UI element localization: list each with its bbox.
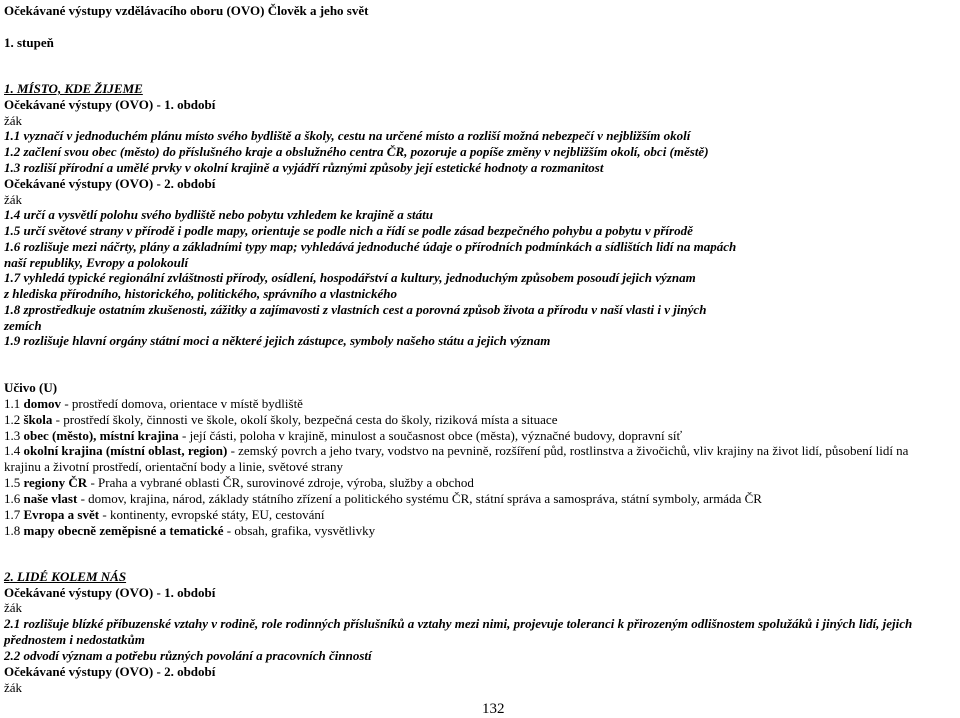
- section-1-heading: 1. MÍSTO, KDE ŽIJEME: [4, 81, 143, 96]
- curriculum-item: 1.3 obec (město), místní krajina - její části, poloha v krajině, minulost a současnost obce (města), význačné budovy, dopravní síť: [4, 428, 683, 443]
- outcome-1-4: 1.4 určí a vysvětlí polohu svého bydliště nebo pobytu vzhledem ke krajině a státu: [4, 207, 433, 222]
- outcome-1-2: 1.2 začlení svou obec (město) do příslušného kraje a obslužného centra ČR, pozoruje a popíše změny v nejbližším okolí, obci (městě): [4, 144, 709, 159]
- outcome-1-9: 1.9 rozlišuje hlavní orgány státní moci a některé jejich zástupce, symboly našeho státu a jejich význam: [4, 333, 551, 348]
- pupil-label: žák: [4, 600, 23, 615]
- curriculum-item: 1.6 naše vlast - domov, krajina, národ, základy státního zřízení a politického systému ČR, státní správa a samospráva, státní symboly, armáda ČR: [4, 491, 762, 506]
- grade-label: 1. stupeň: [4, 35, 54, 50]
- curriculum-item: 1.7 Evropa a svět - kontinenty, evropské státy, EU, cestování: [4, 507, 325, 522]
- section-1-period-1-title: Očekávané výstupy (OVO) - 1. období: [4, 97, 216, 112]
- curriculum-item: 1.4 okolní krajina (místní oblast, region) - zemský povrch a jeho tvary, vodstvo na pevnině, rozšíření půd, rostlinstva a živočichů, vliv krajiny na život lidí, působení lidí na: [4, 443, 909, 458]
- outcome-1-8: 1.8 zprostředkuje ostatním zkušenosti, zážitky a zajímavosti z vlastních cest a porovná způsob života a přírodu v naší vlasti i v jiných: [4, 302, 707, 317]
- outcome-1-3: 1.3 rozliší přírodní a umělé prvky v okolní krajině a vyjádří různými způsoby její estetické hodnoty a rozmanitost: [4, 160, 604, 175]
- section-2-period-2-title: Očekávané výstupy (OVO) - 2. období: [4, 664, 216, 679]
- section-2-period-1-title: Očekávané výstupy (OVO) - 1. období: [4, 585, 216, 600]
- outcome-1-7-cont: z hlediska přírodního, historického, politického, správního a vlastnického: [4, 286, 397, 301]
- curriculum-item: 1.2 škola - prostředí školy, činnosti ve škole, okolí školy, bezpečná cesta do školy, riziková místa a situace: [4, 412, 558, 427]
- outcome-2-1-cont: přednostem i nedostatkům: [4, 632, 145, 647]
- outcome-1-8-cont: zemích: [4, 318, 42, 333]
- section-1-period-2-title: Očekávané výstupy (OVO) - 2. období: [4, 176, 216, 191]
- outcome-1-7: 1.7 vyhledá typické regionální zvláštnosti přírody, osídlení, hospodářství a kultury, jednoduchým způsobem posoudí jejich význam: [4, 270, 696, 285]
- pupil-label: žák: [4, 680, 23, 695]
- outcome-2-1: 2.1 rozlišuje blízké příbuzenské vztahy v rodině, role rodinných příslušníků a vztahy mezi nimi, projevuje toleranci k přirozeným odlišnostem spolužáků i jiných lidí, jejich: [4, 616, 913, 631]
- curriculum-title: Učivo (U): [4, 380, 58, 395]
- outcome-1-6-cont: naší republiky, Evropy a polokoulí: [4, 255, 189, 270]
- outcome-1-6: 1.6 rozlišuje mezi náčrty, plány a základními typy map; vyhledává jednoduché údaje o přírodních podmínkách a sídlištích lidí na mapách: [4, 239, 737, 254]
- curriculum-item-cont: krajinu a životní prostředí, orientační body a linie, světové strany: [4, 459, 343, 474]
- outcome-1-5: 1.5 určí světové strany v přírodě i podle mapy, orientuje se podle nich a řídí se podle zásad bezpečného pohybu a pobytu v přírodě: [4, 223, 693, 238]
- outcome-2-2: 2.2 odvodí význam a potřebu různých povolání a pracovních činností: [4, 648, 372, 663]
- pupil-label: žák: [4, 113, 23, 128]
- curriculum-item: 1.1 domov - prostředí domova, orientace v místě bydliště: [4, 396, 303, 411]
- document-title: Očekávané výstupy vzdělávacího oboru (OVO) Člověk a jeho svět: [4, 3, 369, 18]
- curriculum-item: 1.5 regiony ČR - Praha a vybrané oblasti ČR, surovinové zdroje, výroba, služby a obchod: [4, 475, 474, 490]
- curriculum-item: 1.8 mapy obecně zeměpisné a tematické - obsah, grafika, vysvětlivky: [4, 523, 376, 538]
- pupil-label: žák: [4, 192, 23, 207]
- section-2-heading: 2. LIDÉ KOLEM NÁS: [4, 569, 127, 584]
- outcome-1-1: 1.1 vyznačí v jednoduchém plánu místo svého bydliště a školy, cestu na určené místo a rozliší možná nebezpečí v nejbližším okolí: [4, 128, 691, 143]
- page-number: 132: [482, 701, 505, 717]
